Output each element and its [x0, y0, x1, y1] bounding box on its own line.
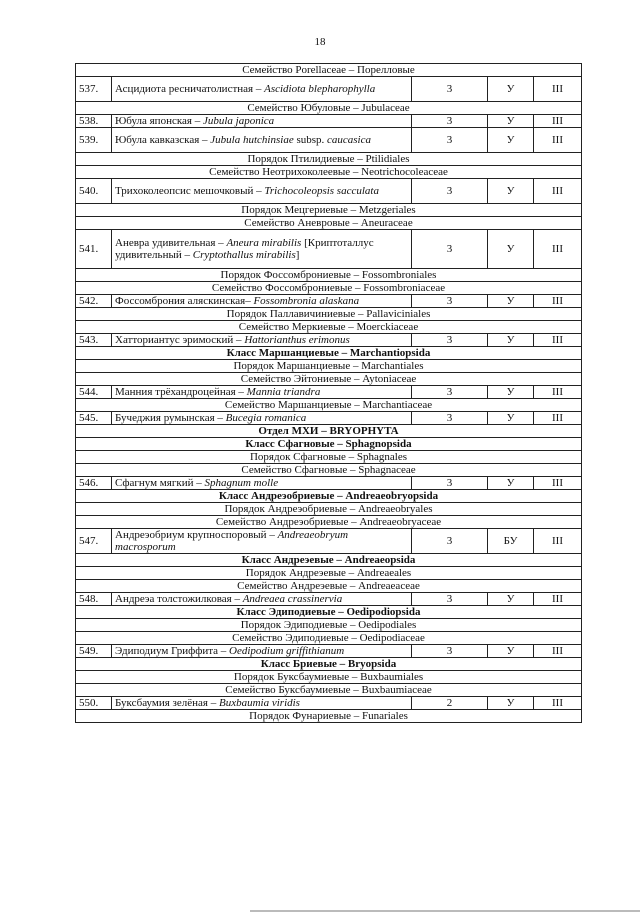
- species-row: [76, 593, 582, 606]
- species-row: [76, 77, 582, 102]
- section-header-row: [76, 166, 582, 179]
- species-latin-name: Trichocoleopsis sacculata: [264, 185, 379, 197]
- species-name-cell: [112, 77, 412, 102]
- section-header-row: [76, 347, 582, 360]
- scan-edge-line: [250, 910, 640, 912]
- species-latin-name: Sphagnum molle: [204, 477, 279, 489]
- species-row: [76, 115, 582, 128]
- species-name-suffix: [Криптоталлус удивительный –: [115, 237, 374, 261]
- taxon-header: Семейство Андреэобриевые – Andreaeobryaceae: [76, 516, 582, 529]
- taxon-header: Семейство Porellaceae – Порелловые: [76, 64, 582, 77]
- protection-group: III: [534, 529, 582, 554]
- species-russian-name: Юбула кавказская –: [115, 134, 211, 146]
- species-latin-name: Jubula japonica: [202, 115, 275, 127]
- species-russian-name: Буксбаумия зелёная –: [115, 697, 219, 709]
- species-name-cell: [112, 230, 412, 269]
- taxon-header: Семейство Эйтониевые – Aytoniaceae: [76, 373, 582, 386]
- species-row: [76, 645, 582, 658]
- species-row: [76, 529, 582, 554]
- rarity-category: 3: [412, 593, 488, 606]
- species-name-cell: [112, 295, 412, 308]
- species-name-cell: [112, 477, 412, 490]
- section-header-row: [76, 399, 582, 412]
- status-code: У: [488, 77, 534, 102]
- section-header-row: [76, 516, 582, 529]
- species-row: [76, 128, 582, 153]
- species-name-cell: [112, 179, 412, 204]
- status-code: У: [488, 477, 534, 490]
- species-number: 541.: [76, 230, 112, 269]
- species-latin-suffix: caucasica: [327, 134, 371, 146]
- taxon-header: Порядок Мецгериевые – Metzgeriales: [76, 204, 582, 217]
- section-header-row: [76, 217, 582, 230]
- species-russian-name: Юбула японская –: [115, 115, 203, 127]
- taxon-header: Семейство Буксбаумиевые – Buxbaumiaceae: [76, 684, 582, 697]
- status-code: БУ: [488, 529, 534, 554]
- status-code: У: [488, 179, 534, 204]
- taxon-header: Семейство Андреэевые – Andreaeaceae: [76, 580, 582, 593]
- species-latin-name: Andreaea crassinervia: [242, 593, 343, 605]
- section-header-row: [76, 554, 582, 567]
- species-name-cell: [112, 593, 412, 606]
- taxon-header: Семейство Фоссомброниевые – Fossombroniaceae: [76, 282, 582, 295]
- protection-group: III: [534, 593, 582, 606]
- species-russian-name: Андреэобриум крупноспоровый –: [115, 529, 278, 541]
- rarity-category: 3: [412, 477, 488, 490]
- taxon-header: Семейство Юбуловые – Jubulaceae: [76, 102, 582, 115]
- species-table: [75, 63, 582, 723]
- rarity-category: 3: [412, 128, 488, 153]
- species-latin-name: Oedipodium griffithianum: [229, 645, 345, 657]
- species-number: 547.: [76, 529, 112, 554]
- species-russian-name: Манния трёхандроцейная –: [115, 386, 247, 398]
- protection-group: III: [534, 645, 582, 658]
- species-row: [76, 179, 582, 204]
- status-code: У: [488, 593, 534, 606]
- taxon-header: Порядок Птилидиевые – Ptilidiales: [76, 153, 582, 166]
- species-name-cell: [112, 412, 412, 425]
- protection-group: III: [534, 412, 582, 425]
- rarity-category: 3: [412, 115, 488, 128]
- species-number: 550.: [76, 697, 112, 710]
- species-russian-name: Фоссомброния аляскинская–: [115, 295, 254, 307]
- taxon-header: Порядок Эдиподиевые – Oedipodiales: [76, 619, 582, 632]
- section-header-row: [76, 671, 582, 684]
- protection-group: III: [534, 477, 582, 490]
- section-header-row: [76, 503, 582, 516]
- species-latin-name: Jubula hutchinsiae: [210, 134, 294, 146]
- taxon-header: Семейство Эдиподиевые – Oedipodiaceae: [76, 632, 582, 645]
- species-row: [76, 334, 582, 347]
- species-latin-name: Aneura mirabilis: [226, 237, 302, 249]
- section-header-row: [76, 425, 582, 438]
- section-header-row: [76, 282, 582, 295]
- taxon-header: Семейство Сфагновые – Sphagnaceae: [76, 464, 582, 477]
- species-russian-name: Хатториантус эримоский –: [115, 334, 245, 346]
- page-number: 18: [314, 36, 326, 48]
- section-header-row: [76, 580, 582, 593]
- species-number: 540.: [76, 179, 112, 204]
- class-header: Класс Андреэевые – Andreaeopsida: [76, 554, 582, 567]
- species-name-cell: [112, 386, 412, 399]
- species-number: 546.: [76, 477, 112, 490]
- taxon-header: Порядок Фоссомброниевые – Fossombroniales: [76, 269, 582, 282]
- section-header-row: [76, 321, 582, 334]
- status-code: У: [488, 230, 534, 269]
- section-header-row: [76, 658, 582, 671]
- species-number: 537.: [76, 77, 112, 102]
- taxon-header: Семейство Маршанциевые – Marchantiaceae: [76, 399, 582, 412]
- species-russian-name: Сфагнум мягкий –: [115, 477, 205, 489]
- status-code: У: [488, 697, 534, 710]
- section-header-row: [76, 632, 582, 645]
- section-header-row: [76, 438, 582, 451]
- class-header: Класс Андреэобриевые – Andreaeobryopsida: [76, 490, 582, 503]
- protection-group: III: [534, 334, 582, 347]
- species-number: 544.: [76, 386, 112, 399]
- status-code: У: [488, 386, 534, 399]
- rarity-category: 3: [412, 179, 488, 204]
- species-name-cell: [112, 334, 412, 347]
- section-header-row: [76, 153, 582, 166]
- species-name-cell: [112, 128, 412, 153]
- species-row: [76, 295, 582, 308]
- species-russian-name: Асцидиота ресничатолистная –: [115, 83, 265, 95]
- class-header: Класс Эдиподиевые – Oedipodiopsida: [76, 606, 582, 619]
- species-latin-name: Fossombronia alaskana: [253, 295, 360, 307]
- taxon-header: Семейство Меркиевые – Moerckiaceae: [76, 321, 582, 334]
- class-header: Отдел МХИ – BRYOPHYTA: [76, 425, 582, 438]
- taxon-header: Семейство Аневровые – Aneuraceae: [76, 217, 582, 230]
- species-row: [76, 697, 582, 710]
- section-header-row: [76, 567, 582, 580]
- protection-group: III: [534, 697, 582, 710]
- species-name-suffix: subsp.: [293, 134, 328, 146]
- rarity-category: 3: [412, 412, 488, 425]
- section-header-row: [76, 308, 582, 321]
- species-name-cell: [112, 529, 412, 554]
- class-header: Класс Маршанциевые – Marchantiopsida: [76, 347, 582, 360]
- status-code: У: [488, 295, 534, 308]
- species-number: 548.: [76, 593, 112, 606]
- species-latin-name: Buxbaumia viridis: [219, 697, 300, 709]
- section-header-row: [76, 490, 582, 503]
- taxon-header: Порядок Андреэобриевые – Andreaeobryales: [76, 503, 582, 516]
- rarity-category: 2: [412, 697, 488, 710]
- rarity-category: 3: [412, 645, 488, 658]
- taxon-header: Порядок Маршанциевые – Marchantiales: [76, 360, 582, 373]
- taxon-header: Порядок Андреэевые – Andreaeales: [76, 567, 582, 580]
- class-header: Класс Бриевые – Bryopsida: [76, 658, 582, 671]
- species-latin-name: Ascidiota blepharophylla: [264, 83, 376, 95]
- protection-group: III: [534, 295, 582, 308]
- section-header-row: [76, 373, 582, 386]
- rarity-category: 3: [412, 230, 488, 269]
- rarity-category: 3: [412, 386, 488, 399]
- status-code: У: [488, 334, 534, 347]
- species-row: [76, 477, 582, 490]
- status-code: У: [488, 128, 534, 153]
- taxon-header: Семейство Неотрихоколеевые – Neotrichocoleaceae: [76, 166, 582, 179]
- species-row: [76, 230, 582, 269]
- section-header-row: [76, 102, 582, 115]
- species-name-cell: [112, 645, 412, 658]
- status-code: У: [488, 412, 534, 425]
- status-code: У: [488, 645, 534, 658]
- species-number: 542.: [76, 295, 112, 308]
- species-number: 539.: [76, 128, 112, 153]
- section-header-row: [76, 204, 582, 217]
- species-latin-suffix: Cryptothallus mirabilis: [192, 249, 296, 261]
- species-number: 545.: [76, 412, 112, 425]
- species-latin-name: Mannia triandra: [246, 386, 321, 398]
- section-header-row: [76, 710, 582, 723]
- taxon-header: Порядок Буксбаумиевые – Buxbaumiales: [76, 671, 582, 684]
- section-header-row: [76, 451, 582, 464]
- species-table-body: [76, 64, 582, 723]
- taxon-header: Порядок Фунариевые – Funariales: [76, 710, 582, 723]
- species-latin-name: Bucegia romanica: [225, 412, 307, 424]
- section-header-row: [76, 64, 582, 77]
- rarity-category: 3: [412, 77, 488, 102]
- protection-group: III: [534, 77, 582, 102]
- section-header-row: [76, 619, 582, 632]
- species-name-end: ]: [295, 249, 300, 261]
- species-number: 543.: [76, 334, 112, 347]
- protection-group: III: [534, 179, 582, 204]
- species-number: 549.: [76, 645, 112, 658]
- taxon-header: Порядок Паллавичиниевые – Pallaviciniales: [76, 308, 582, 321]
- section-header-row: [76, 464, 582, 477]
- protection-group: III: [534, 386, 582, 399]
- section-header-row: [76, 606, 582, 619]
- species-row: [76, 412, 582, 425]
- species-name-cell: [112, 697, 412, 710]
- species-russian-name: Трихоколеопсис мешочковый –: [115, 185, 265, 197]
- rarity-category: 3: [412, 529, 488, 554]
- section-header-row: [76, 360, 582, 373]
- protection-group: III: [534, 115, 582, 128]
- species-name-cell: [112, 115, 412, 128]
- rarity-category: 3: [412, 295, 488, 308]
- taxon-header: Порядок Сфагновые – Sphagnales: [76, 451, 582, 464]
- species-russian-name: Аневра удивительная –: [115, 237, 227, 249]
- species-latin-name: Andreaeobryum macrosporum: [115, 529, 349, 553]
- rarity-category: 3: [412, 334, 488, 347]
- species-number: 538.: [76, 115, 112, 128]
- protection-group: III: [534, 230, 582, 269]
- species-russian-name: Бучеджия румынская –: [115, 412, 226, 424]
- section-header-row: [76, 684, 582, 697]
- species-russian-name: Андреэа толстожилковая –: [115, 593, 243, 605]
- species-latin-name: Hattorianthus erimonus: [244, 334, 350, 346]
- status-code: У: [488, 115, 534, 128]
- class-header: Класс Сфагновые – Sphagnopsida: [76, 438, 582, 451]
- protection-group: III: [534, 128, 582, 153]
- section-header-row: [76, 269, 582, 282]
- species-russian-name: Эдиподиум Гриффита –: [115, 645, 230, 657]
- species-row: [76, 386, 582, 399]
